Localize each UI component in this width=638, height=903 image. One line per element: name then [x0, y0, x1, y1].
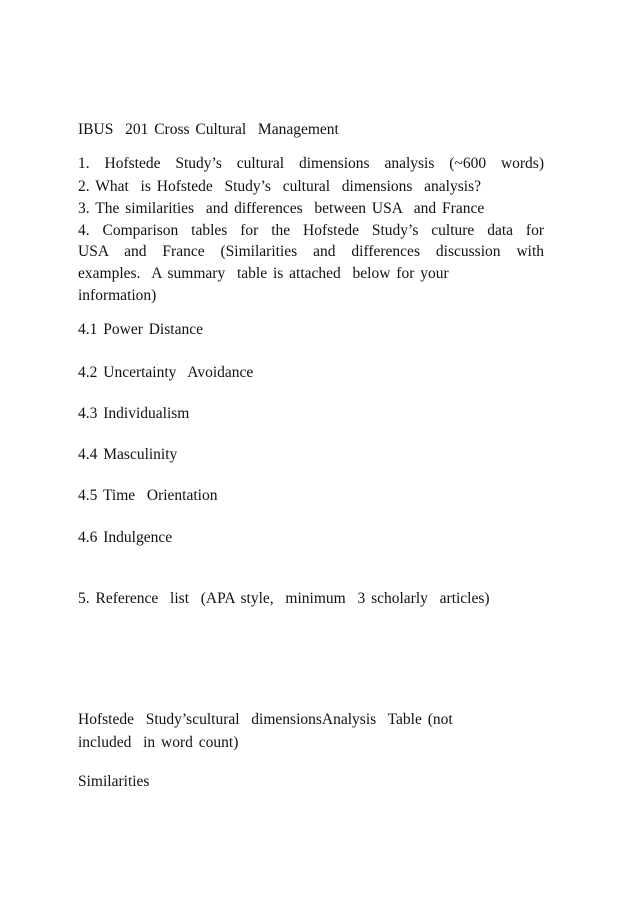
- table-caption: included in word count): [78, 734, 239, 751]
- subsection-heading: 4.6 Indulgence: [78, 529, 173, 546]
- subsection-heading: 4.2 Uncertainty Avoidance: [78, 364, 254, 381]
- document-title: IBUS 201 Cross Cultural Management: [78, 121, 339, 138]
- subsection-heading: 4.5 Time Orientation: [78, 487, 218, 504]
- list-item: information): [78, 287, 157, 304]
- subsection-heading: 4.3 Individualism: [78, 405, 190, 422]
- list-item: 1. Hofstede Study’s cultural dimensions analysis (~600 words): [78, 155, 544, 172]
- list-item: 2. What is Hofstede Study’s cultural dimensions analysis?: [78, 178, 481, 195]
- list-item: USA and France (Similarities and differences discussion with: [78, 243, 544, 260]
- reference-list-item: 5. Reference list (APA style, minimum 3 scholarly articles): [78, 590, 490, 607]
- list-item: examples. A summary table is attached below for your: [78, 265, 449, 282]
- table-caption: Hofstede Study’scultural dimensionsAnalysis Table (not: [78, 711, 453, 728]
- list-item: 3. The similarities and differences between USA and France: [78, 200, 485, 217]
- subsection-heading: 4.4 Masculinity: [78, 446, 178, 463]
- section-heading-similarities: Similarities: [78, 773, 150, 790]
- subsection-heading: 4.1 Power Distance: [78, 321, 203, 338]
- list-item: 4. Comparison tables for the Hofstede Study’s culture data for: [78, 222, 544, 239]
